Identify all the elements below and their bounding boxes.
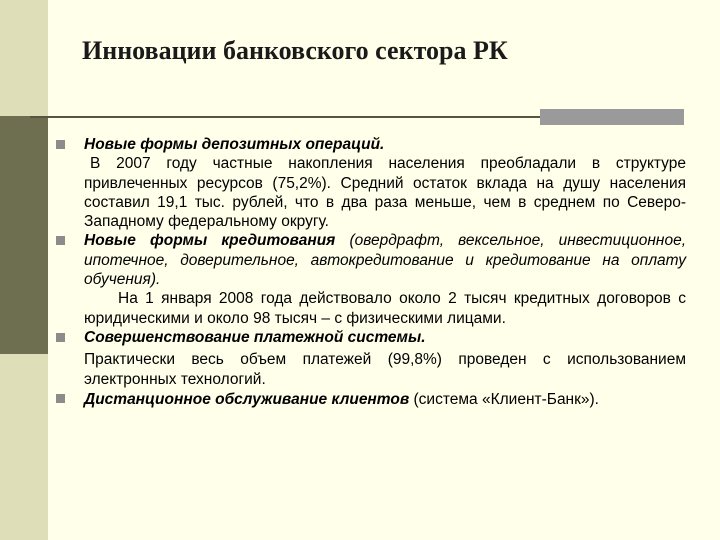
bullet-paragraph: На 1 января 2008 года действовало около 2 тысяч кредитных договоров с юридическими и около 98 тысяч – с физическими лицами. [84, 290, 686, 327]
bullet-paragraph: В 2007 году частные накопления населения преобладали в структуре привлеченных ресурсов (75,2%). Средний остаток вклада на душу населения составил 19,1 тыс. рублей, что в два раза меньше, чем в среднем по Северо-Западному федеральному округу. [84, 155, 686, 231]
corner-decor-block [540, 109, 684, 125]
bullet-item-credit [56, 231, 686, 327]
square-bullet-icon [56, 333, 65, 342]
square-bullet-icon [56, 140, 65, 149]
square-bullet-icon [56, 394, 65, 403]
left-decor-band-dark [0, 116, 48, 354]
bullet-heading: Новые формы кредитования [84, 232, 336, 250]
bullet-item-payments [56, 328, 686, 389]
bullet-item-deposits [56, 135, 686, 231]
bullet-heading-tail: (овердрафт, вексельное, инвестиционное, ипотечное, доверительное, автокредитование и кредитование на оплату обучения). [84, 232, 686, 289]
bullet-item-remote [56, 389, 686, 409]
slide-content [56, 135, 686, 409]
bullet-heading: Новые формы депозитных операций. [84, 136, 385, 153]
bullet-heading-tail: (система «Клиент-Банк»). [409, 390, 599, 408]
square-bullet-icon [56, 236, 65, 245]
bullet-heading: Дистанционное обслуживание клиентов [84, 390, 410, 408]
bullet-paragraph: Практически весь объем платежей (99,8%) проведен с использованием электронных технологий. [84, 351, 686, 388]
bullet-heading-line [84, 389, 686, 409]
slide-title: Инновации банковского сектора РК [82, 36, 508, 65]
bullet-heading-line [84, 231, 686, 289]
bullet-heading: Совершенствование платежной системы. [84, 328, 426, 346]
